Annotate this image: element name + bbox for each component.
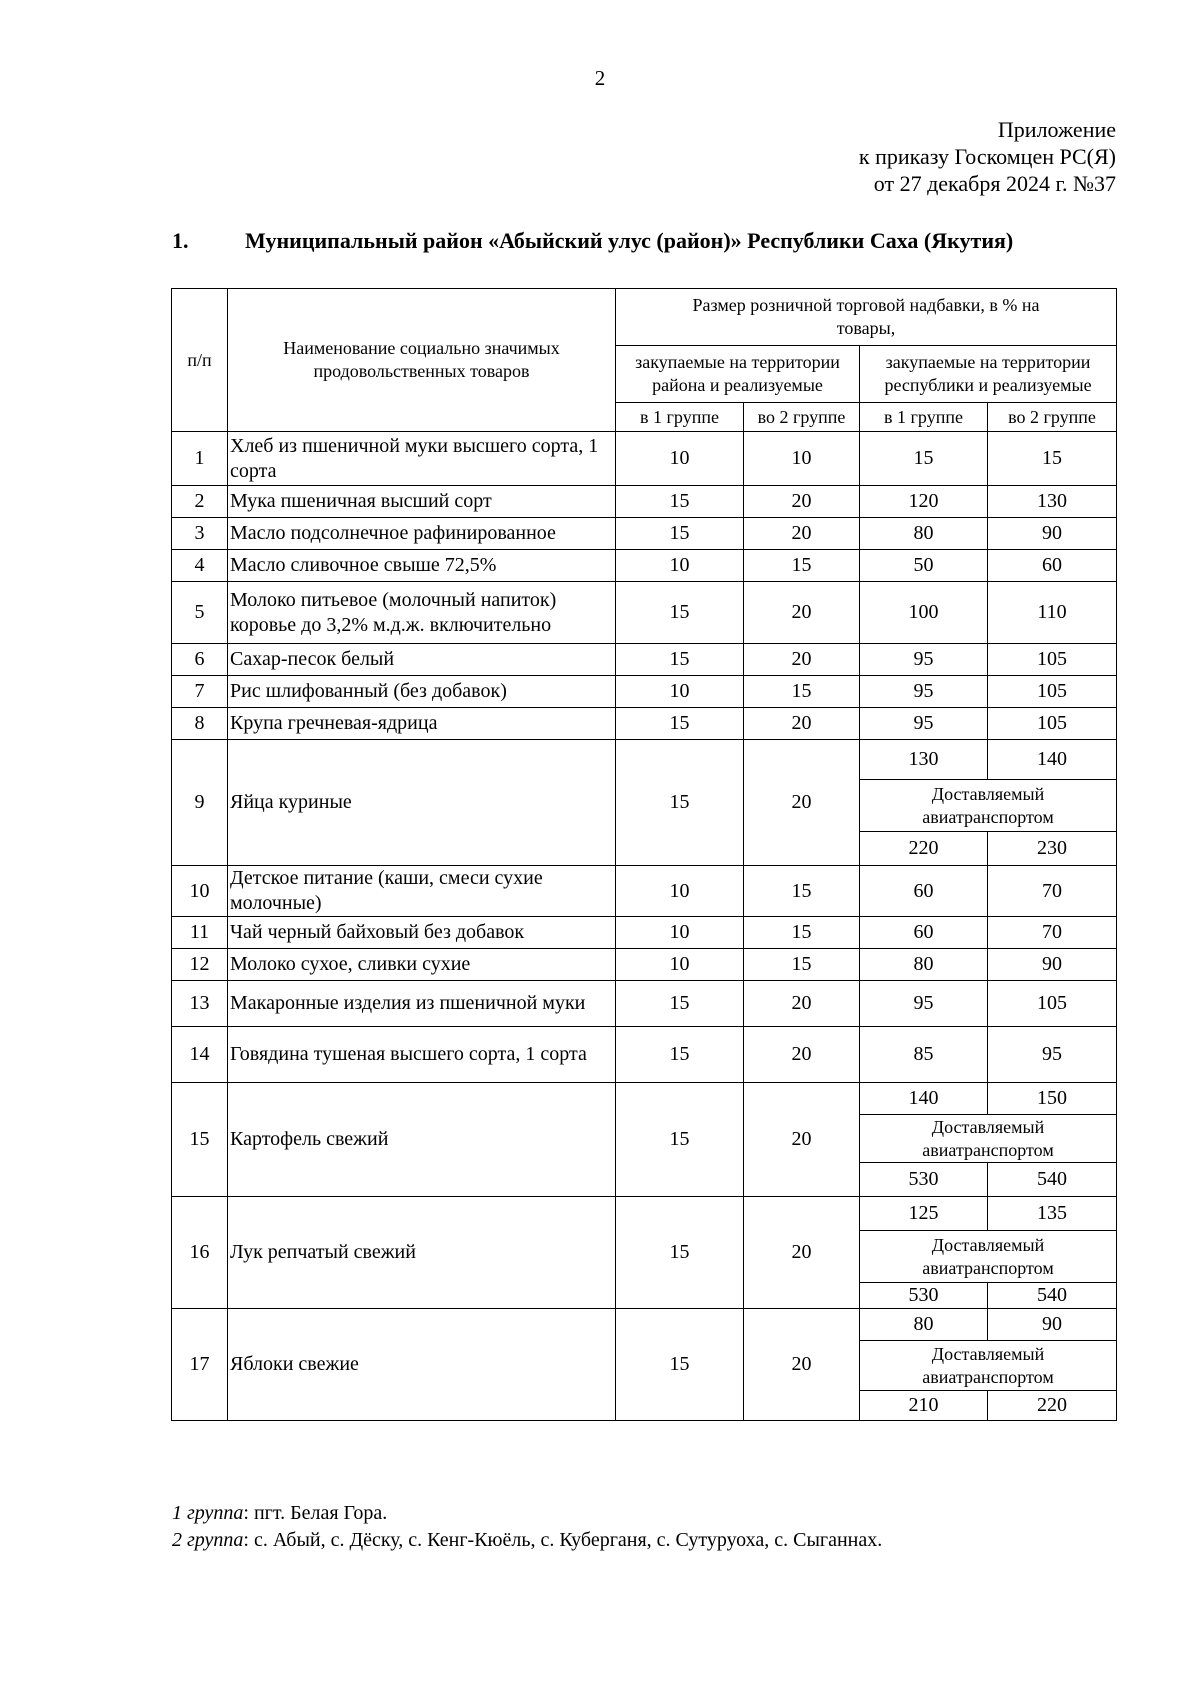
header-republic-group-1: в 1 группе [860,403,988,432]
row-number: 6 [172,644,228,676]
republic-group-2-value: 105 [988,708,1117,740]
air-delivery-label: Доставляемый авиатранспортом [860,780,1117,832]
appendix-line-2: к приказу Госкомцен РС(Я) [858,144,1116,169]
republic-group-1-value: 100 [860,582,988,644]
local-group-2-value: 20 [744,740,860,866]
row-number: 13 [172,981,228,1027]
local-group-1-value: 15 [616,1027,744,1083]
republic-group-1-value: 80 [860,518,988,550]
table-row [172,1083,1117,1115]
local-group-2-value: 15 [744,866,860,917]
header-product-name: Наименование социально значимых продовольственных товаров [228,289,616,432]
local-group-2-value: 15 [744,917,860,949]
local-group-1-value: 15 [616,1309,744,1421]
republic-group-2-value: 15 [988,432,1117,486]
local-group-2-value: 20 [744,1197,860,1309]
air-delivery-label: Доставляемый авиатранспортом [860,1341,1117,1391]
republic-group-2-value: 130 [988,486,1117,518]
republic-group-1-value: 95 [860,676,988,708]
air-group-1-value: 530 [860,1163,988,1197]
row-number: 2 [172,486,228,518]
republic-group-2-value: 70 [988,917,1117,949]
republic-group-1-value: 120 [860,486,988,518]
table-row [172,644,1117,676]
row-number: 14 [172,1027,228,1083]
local-group-1-value: 10 [616,432,744,486]
product-name: Детское питание (каши, смеси сухие молочные) [228,866,616,917]
table-row [172,518,1117,550]
table-row [172,1027,1117,1083]
row-number: 3 [172,518,228,550]
republic-group-1-value: 50 [860,550,988,582]
air-group-2-value: 220 [988,1391,1117,1421]
air-group-1-value: 530 [860,1283,988,1309]
product-name: Говядина тушеная высшего сорта, 1 сорта [228,1027,616,1083]
republic-group-1-value: 15 [860,432,988,486]
local-group-1-value: 15 [616,708,744,740]
row-number: 8 [172,708,228,740]
footnotes [172,1500,882,1554]
product-name: Мука пшеничная высший сорт [228,486,616,518]
local-group-1-value: 10 [616,949,744,981]
air-group-1-value: 220 [860,832,988,866]
local-group-1-value: 15 [616,486,744,518]
republic-group-2-value: 105 [988,676,1117,708]
section-heading [172,228,1013,254]
local-group-1-value: 15 [616,644,744,676]
air-group-2-value: 540 [988,1283,1117,1309]
header-local-group-1: в 1 группе [616,403,744,432]
row-number: 4 [172,550,228,582]
republic-group-1-value: 95 [860,708,988,740]
product-name: Макаронные изделия из пшеничной муки [228,981,616,1027]
republic-group-1-value: 60 [860,866,988,917]
local-group-2-value: 10 [744,432,860,486]
table-row [172,432,1117,486]
product-name: Яблоки свежие [228,1309,616,1421]
republic-group-1-value: 140 [860,1083,988,1115]
local-group-2-value: 20 [744,1309,860,1421]
table-row [172,866,1117,917]
republic-group-2-value: 70 [988,866,1117,917]
republic-group-2-value: 90 [988,1309,1117,1341]
local-group-2-value: 20 [744,486,860,518]
republic-group-2-value: 105 [988,644,1117,676]
footnote-group-1 [172,1500,882,1527]
local-group-1-value: 15 [616,1197,744,1309]
republic-group-1-value: 85 [860,1027,988,1083]
header-local-purchase: закупаемые на территории района и реализуемые [616,346,860,403]
product-name: Крупа гречневая-ядрица [228,708,616,740]
republic-group-1-value: 95 [860,981,988,1027]
local-group-2-value: 15 [744,949,860,981]
product-name: Лук репчатый свежий [228,1197,616,1309]
header-markup: Размер розничной торговой надбавки, в % на товары, [616,289,1117,346]
republic-group-1-value: 130 [860,740,988,780]
section-title: Муниципальный район «Абыйский улус (район)» Республики Саха (Якутия) [245,228,1014,253]
republic-group-2-value: 105 [988,981,1117,1027]
local-group-2-value: 20 [744,518,860,550]
section-number: 1. [172,228,189,253]
row-number: 15 [172,1083,228,1197]
header-index: п/п [172,289,228,432]
row-number: 17 [172,1309,228,1421]
republic-group-2-value: 140 [988,740,1117,780]
local-group-1-value: 15 [616,1083,744,1197]
republic-group-1-value: 80 [860,1309,988,1341]
row-number: 16 [172,1197,228,1309]
product-name: Яйца куриные [228,740,616,866]
table-row [172,1197,1117,1231]
product-name: Хлеб из пшеничной муки высшего сорта, 1 сорта [228,432,616,486]
product-name: Картофель свежий [228,1083,616,1197]
local-group-2-value: 20 [744,582,860,644]
local-group-2-value: 20 [744,644,860,676]
product-name: Масло сливочное свыше 72,5% [228,550,616,582]
republic-group-1-value: 125 [860,1197,988,1231]
local-group-2-value: 15 [744,676,860,708]
table-row [172,676,1117,708]
local-group-1-value: 10 [616,676,744,708]
page-number: 2 [594,66,606,90]
republic-group-2-value: 90 [988,518,1117,550]
row-number: 5 [172,582,228,644]
product-name: Рис шлифованный (без добавок) [228,676,616,708]
footnote-group-1-text: : пгт. Белая Гора. [243,1502,388,1524]
republic-group-1-value: 60 [860,917,988,949]
local-group-2-value: 20 [744,981,860,1027]
local-group-2-value: 20 [744,708,860,740]
product-name: Чай черный байховый без добавок [228,917,616,949]
header-local-group-2: во 2 группе [744,403,860,432]
row-number: 1 [172,432,228,486]
product-name: Сахар-песок белый [228,644,616,676]
table-row [172,949,1117,981]
header-republic-group-2: во 2 группе [988,403,1117,432]
table-row [172,981,1117,1027]
footnote-group-2-label: 2 группа [172,1529,244,1551]
table-row [172,740,1117,780]
markup-table [171,288,1117,1421]
republic-group-2-value: 95 [988,1027,1117,1083]
local-group-2-value: 20 [744,1083,860,1197]
table-header [172,289,1117,432]
table-row [172,582,1117,644]
republic-group-2-value: 110 [988,582,1117,644]
republic-group-1-value: 80 [860,949,988,981]
local-group-1-value: 15 [616,582,744,644]
product-name: Молоко сухое, сливки сухие [228,949,616,981]
table-row [172,708,1117,740]
local-group-1-value: 15 [616,518,744,550]
air-delivery-label: Доставляемый авиатранспортом [860,1231,1117,1283]
footnote-group-2 [172,1527,882,1554]
appendix-line-1: Приложение [997,117,1116,142]
local-group-1-value: 10 [616,917,744,949]
product-name: Масло подсолнечное рафинированное [228,518,616,550]
row-number: 11 [172,917,228,949]
table-row [172,486,1117,518]
row-number: 7 [172,676,228,708]
air-group-2-value: 230 [988,832,1117,866]
republic-group-2-value: 150 [988,1083,1117,1115]
local-group-1-value: 15 [616,740,744,866]
table-row [172,550,1117,582]
table-body [172,432,1117,1421]
product-name: Молоко питьевое (молочный напиток) коровье до 3,2% м.д.ж. включительно [228,582,616,644]
republic-group-2-value: 60 [988,550,1117,582]
air-delivery-label: Доставляемый авиатранспортом [860,1115,1117,1163]
footnote-group-2-text: : с. Абый, с. Дёску, с. Кенг-Кюёль, с. Куберганя, с. Сутуруоха, с. Сыганнах. [243,1529,883,1551]
local-group-1-value: 10 [616,550,744,582]
local-group-1-value: 10 [616,866,744,917]
row-number: 12 [172,949,228,981]
air-group-1-value: 210 [860,1391,988,1421]
appendix-block [859,116,1116,197]
local-group-2-value: 20 [744,1027,860,1083]
republic-group-2-value: 135 [988,1197,1117,1231]
header-republic-purchase: закупаемые на территории республики и реализуемые [860,346,1117,403]
appendix-line-3: от 27 декабря 2024 г. №37 [873,171,1116,196]
republic-group-1-value: 95 [860,644,988,676]
local-group-1-value: 15 [616,981,744,1027]
row-number: 9 [172,740,228,866]
republic-group-2-value: 90 [988,949,1117,981]
footnote-group-1-label: 1 группа [172,1502,244,1524]
row-number: 10 [172,866,228,917]
air-group-2-value: 540 [988,1163,1117,1197]
local-group-2-value: 15 [744,550,860,582]
table-row [172,917,1117,949]
table-row [172,1309,1117,1341]
